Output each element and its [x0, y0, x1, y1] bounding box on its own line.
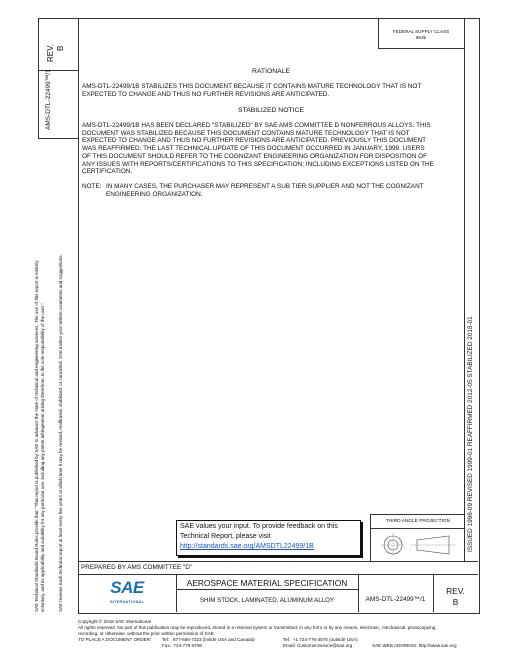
footer-fax: Fax: 724-776-0790: [162, 643, 203, 648]
spec-title: AEROSPACE MATERIAL SPECIFICATION: [186, 578, 348, 588]
feedback-box: [176, 520, 361, 556]
title-rev-value: B: [452, 597, 459, 607]
footer-email: Email: CustomerService@sae.org: [283, 643, 353, 648]
projection-box: [370, 514, 465, 562]
federal-supply-class-value: 9535: [415, 35, 427, 40]
note-text: IN MANY CASES, THE PURCHASER MAY REPRESENT A SUB TIER SUPPLIER AND NOT THE COGNIZANT ENGINEERING ORGANIZATION.: [106, 183, 424, 198]
footer-web-address: SAE WEB ADDRESS: http://www.sae.org: [372, 643, 457, 648]
stabilized-heading: STABILIZED NOTICE: [238, 107, 304, 114]
left-doc-number: AMS-DTL-22499™/1: [45, 69, 52, 130]
footer-order-label: TO PLACE A DOCUMENT ORDER:: [78, 637, 152, 642]
document-history: ISSUED 1998-09 REVISED 1999-01 REAFFIRMED 2012-05 STABILIZED 2018-01: [467, 316, 474, 552]
prepared-by: PREPARED BY AMS COMMITTEE "D": [81, 564, 193, 571]
note-label: NOTE:: [82, 183, 102, 190]
sae-logo: [78, 576, 176, 610]
left-margin-text-1: SAE Technical Standards Board Rules provide that: "This report is published by SAE to advance the state of technical and engineering sciences. The use of this report is entirely: [34, 260, 39, 612]
spec-subject: SHIM STOCK, LAMINATED, ALUMINUM ALLOY: [199, 597, 335, 604]
projection-label: THIRD ANGLE PROJECTION: [385, 519, 451, 524]
left-margin-text-2: voluntary, and its applicability and suitability for any particular use, including any patent infringement arising therefrom, is the sole responsibility of the user.": [40, 303, 45, 612]
left-rev-label: REV.: [46, 44, 55, 62]
rationale-heading: RATIONALE: [251, 68, 291, 75]
footer-tel-usa: Tel: 877-606-7323 (inside USA and Canada): [162, 637, 255, 642]
footer-copyright: Copyright © 2018 SAE International: [78, 619, 151, 624]
left-margin-text-3: SAE reviews each technical report at least every five years at which time it may be revised, reaffirmed, stabilized, or cancelled. SAE invites your written comments and suggestions.: [58, 254, 63, 612]
federal-supply-class-label: FEDERAL SUPPLY CLASS: [392, 29, 450, 34]
title-rev-label: REV.: [446, 586, 465, 596]
rationale-text: AMS-DTL-22499/1B STABILIZES THIS DOCUMENT BECAUSE IT CONTAINS MATURE TECHNOLOGY THAT IS NOT EXPECTED TO CHANGE AND THUS NO FURTHER REVISIONS ARE ANTICIPATED.: [82, 83, 422, 98]
feedback-line-2: Technical Report, please visit: [180, 533, 271, 540]
feedback-line-1: SAE values your input. To provide feedback on this: [180, 523, 338, 530]
footer-rights: All rights reserved. No part of this publication may be reproduced, stored in a retrieval system or transmitted, in any form or by any means, electronic, mechanical, photocopying, recording, or otherwise, without the prior written permission of SAE.: [78, 625, 437, 636]
sae-logo-sub: INTERNATIONAL: [109, 600, 145, 604]
projection-symbol-icon: [377, 531, 461, 559]
left-rev-value: B: [56, 45, 65, 51]
sae-logo-text: SAE: [110, 578, 144, 597]
title-doc-number: AMS-DTL-22499™/1: [365, 596, 426, 603]
feedback-link[interactable]: http://standards.sae.org/AMSDTL22499/1B: [180, 543, 314, 550]
footer-tel-intl: Tel: +1 724-776-4970 (outside USA): [283, 637, 358, 642]
stabilized-text: AMS-DTL-22499/1B HAS BEEN DECLARED "STABILIZED" BY SAE AMS COMMITTEE D NONFERROUS ALLOYS. THIS DOCUMENT WAS STABILIZED BECAUSE THIS DOCUMENT CONTAINS MATURE TECHNOLOGY THAT IS NOT EXPECTED TO CHANGE AND THUS NO FURTHER REVISIONS ARE ANTICIPATED. PREVIOUSLY THIS DOCUMENT WAS REAFFIRMED. THE LAST TECHNICAL UPDATE OF THIS DOCUMENT OCCURRED IN JANUARY, 1999. USERS OF THIS DOCUMENT SHOULD REFER TO THE COGNIZANT ENGINEERING ORGANIZATION FOR DISPOSITION OF ANY ISSUES WITH REPORTS/CERTIFICATIONS TO THIS SPECIFICATION; INCLUDING EXCEPTIONS LISTED ON THE CERTIFICATION.: [82, 122, 434, 176]
